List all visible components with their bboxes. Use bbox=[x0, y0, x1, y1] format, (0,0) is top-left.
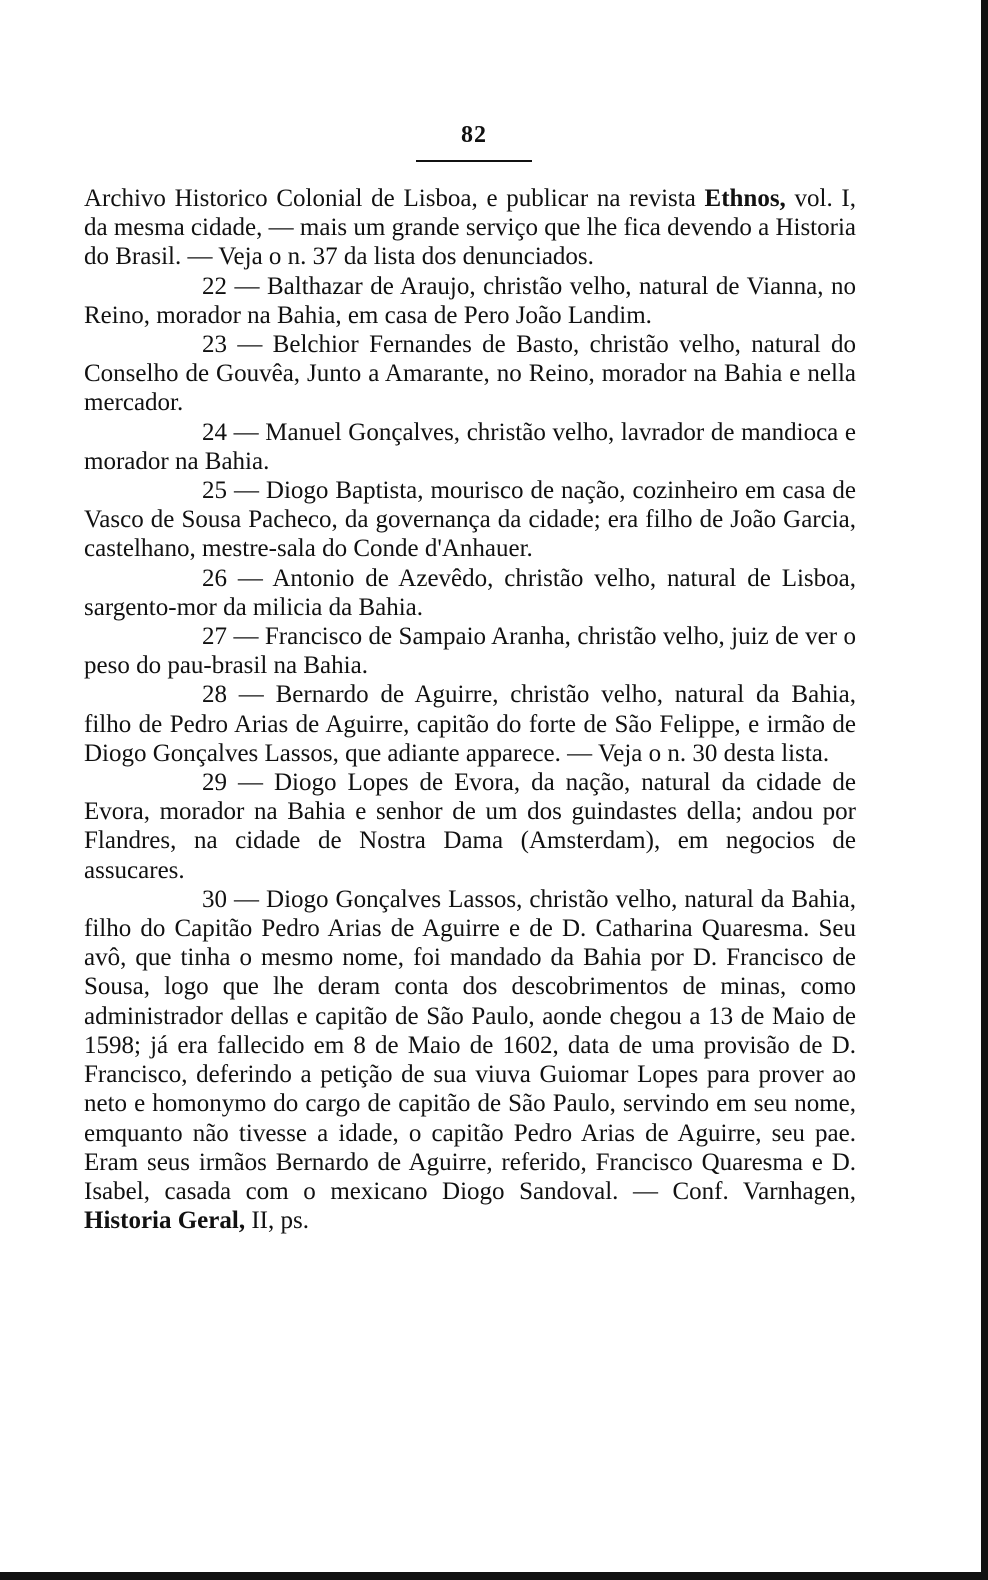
page-number: 82 bbox=[461, 122, 487, 148]
body-text bbox=[84, 184, 856, 1235]
entry-30 bbox=[84, 885, 856, 1235]
entry-24 bbox=[84, 418, 856, 476]
text-run: 24 — Manuel Gonçalves, christão velho, lavrador de mandioca e morador na Bahia. bbox=[84, 418, 856, 475]
entry-28 bbox=[84, 680, 856, 768]
text-run: 27 — Francisco de Sampaio Aranha, christão velho, juiz de ver o peso do pau-brasil na Bahia. bbox=[84, 623, 856, 680]
text-run: 30 — Diogo Gonçalves Lassos, christão velho, natural da Bahia, filho do Capitão Pedro Arias de Aguirre e de D. Catharina Quaresma. Seu avô, que tinha o mesmo nome, foi mandado da Bahia por D. Francisco de Sousa, logo que lhe deram conta dos descobrimentos de minas, como administrador dellas e capitão de São Paulo, aonde chegou a 13 de Maio de 1598; já era fallecido em 8 de Maio de 1602, data de uma provisão de D. Francisco, deferindo a petição de sua viuva Guiomar Lopes para prover ao neto e homonymo do cargo de capitão de São Paulo, servindo em seu nome, emquanto não tivesse a idade, o capitão Pedro Arias de Aguirre, seu pae. Eram seus irmãos Bernardo de Aguirre, referido, Francisco Quaresma e D. Isabel, casada com o mexicano Diogo Sandoval. — Conf. Varnhagen, bbox=[84, 885, 856, 1205]
entry-25 bbox=[84, 476, 856, 564]
text-run: Archivo Historico Colonial de Lisboa, e publicar na revista bbox=[84, 185, 705, 212]
text-run: 29 — Diogo Lopes de Evora, da nação, natural da cidade de Evora, morador na Bahia e senhor de um dos guindastes della; andou por Flandres, na cidade de Nostra Dama (Amsterdam), em negocios de assucares. bbox=[84, 769, 856, 884]
journal-title: Ethnos, bbox=[704, 185, 786, 212]
entry-27 bbox=[84, 622, 856, 680]
entry-29 bbox=[84, 768, 856, 885]
text-run: vol. I, da mesma cidade, — mais um grande serviço que lhe fica devendo a Historia do Brasil. — Veja o n. 37 da lista dos denunciados. bbox=[84, 185, 856, 271]
entry-26 bbox=[84, 564, 856, 622]
entry-23 bbox=[84, 330, 856, 418]
entry-22 bbox=[84, 272, 856, 330]
text-run: 28 — Bernardo de Aguirre, christão velho, natural da Bahia, filho de Pedro Arias de Aguirre, capitão do forte de São Felippe, e irmão de Diogo Gonçalves Lassos, que adiante apparece. — Veja o n. 30 desta lista. bbox=[84, 681, 856, 767]
header-rule bbox=[416, 160, 532, 162]
text-run: 25 — Diogo Baptista, mourisco de nação, cozinheiro em casa de Vasco de Sousa Pacheco, da governança da cidade; era filho de João Garcia, castelhano, mestre-sala do Conde d'Anhauer. bbox=[84, 477, 856, 563]
text-run: 22 — Balthazar de Araujo, christão velho, natural de Vianna, no Reino, morador na Bahia, em casa de Pero João Landim. bbox=[84, 272, 856, 329]
text-run: II, ps. bbox=[245, 1207, 309, 1235]
book-title: Historia Geral, bbox=[84, 1207, 246, 1235]
paragraph-continuation bbox=[84, 184, 856, 272]
text-run: 23 — Belchior Fernandes de Basto, christão velho, natural do Conselho de Gouvêa, Junto a Amarante, no Reino, morador na Bahia e nella mercador. bbox=[84, 331, 856, 417]
text-run: 26 — Antonio de Azevêdo, christão velho, natural de Lisboa, sargento-mor da milicia da Bahia. bbox=[84, 564, 856, 621]
